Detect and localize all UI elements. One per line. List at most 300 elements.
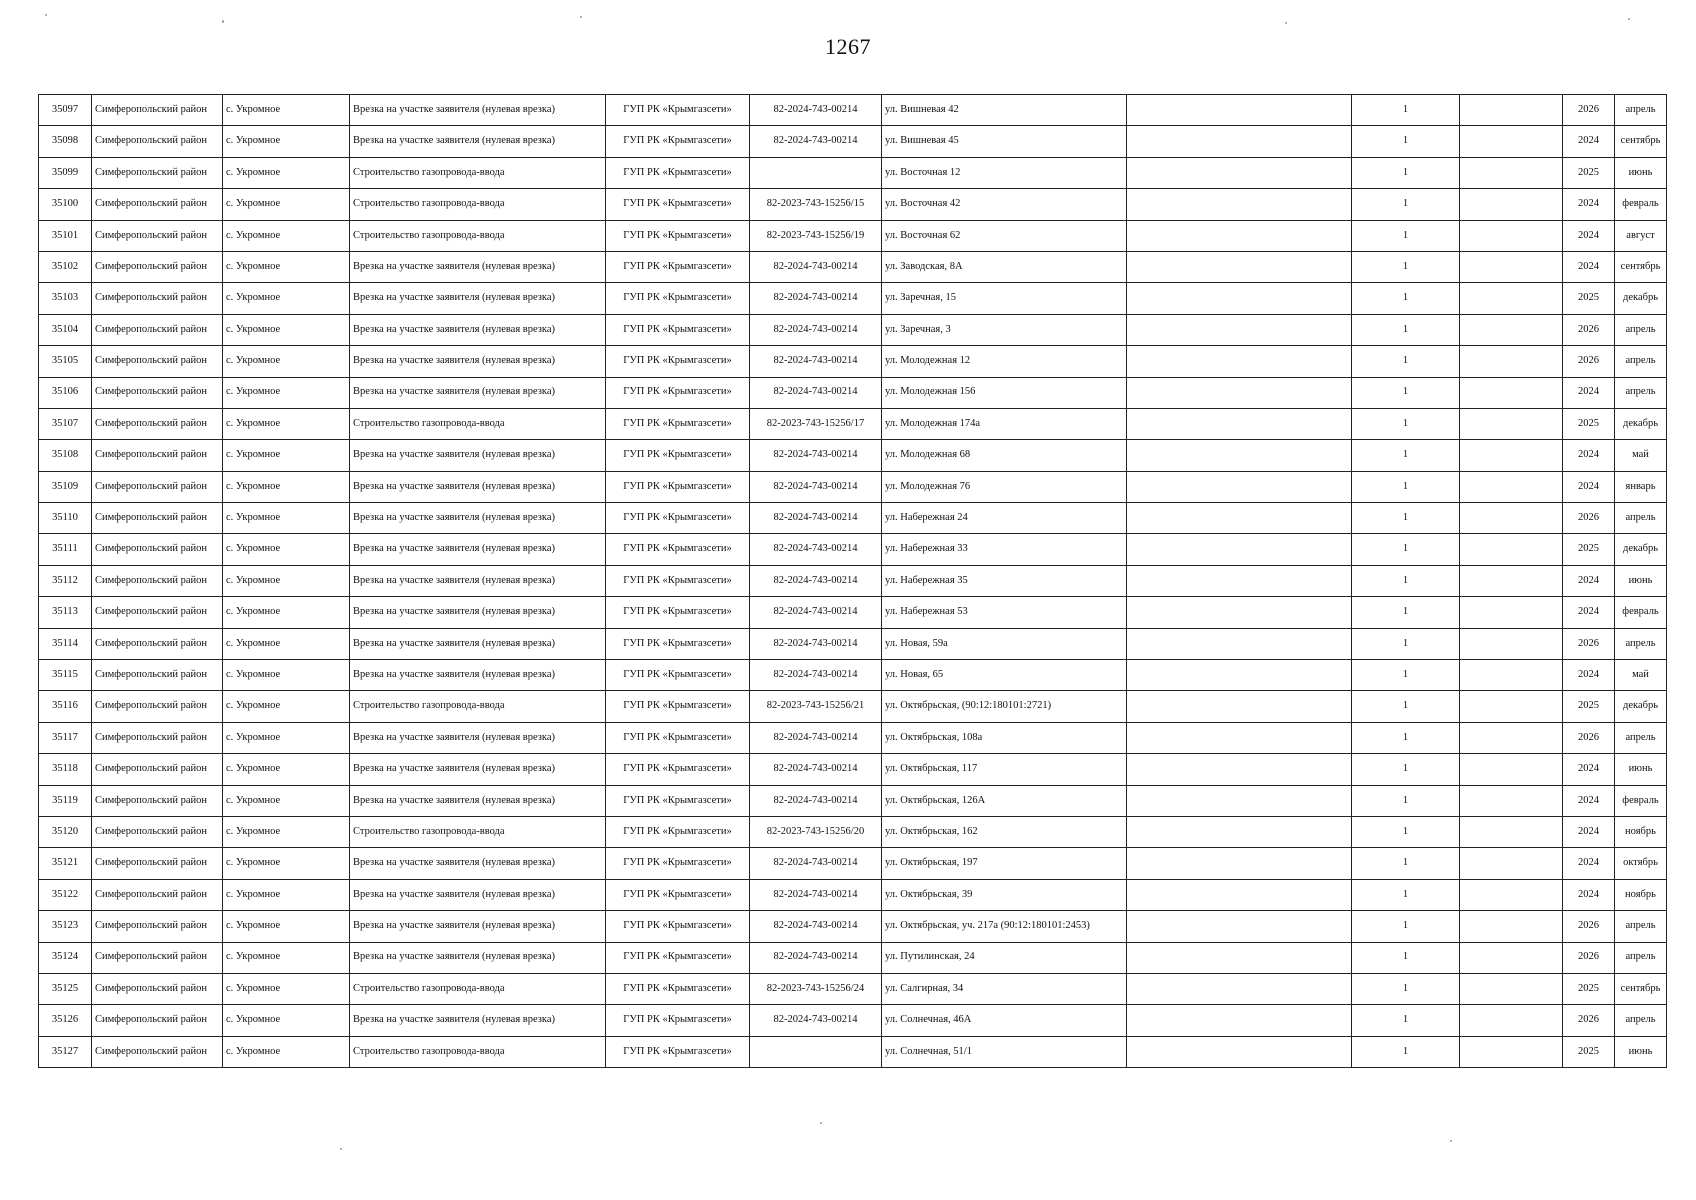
contract-number-cell: 82-2023-743-15256/19 (750, 220, 882, 251)
district-cell: Симферопольский район (92, 1005, 223, 1036)
row-number: 35100 (39, 189, 92, 220)
address-cell: ул. Октябрьская, 39 (882, 879, 1127, 910)
district-cell: Симферопольский район (92, 95, 223, 126)
contract-number-cell: 82-2024-743-00214 (750, 251, 882, 282)
month-cell: сентябрь (1615, 973, 1667, 1004)
organization-cell: ГУП РК «Крымгазсети» (606, 848, 750, 879)
month-cell: декабрь (1615, 534, 1667, 565)
district-cell: Симферопольский район (92, 220, 223, 251)
contract-number-cell: 82-2024-743-00214 (750, 95, 882, 126)
empty-cell (1127, 377, 1352, 408)
row-number: 35123 (39, 911, 92, 942)
settlement-cell: с. Укромное (223, 346, 350, 377)
table-body (39, 95, 1667, 1068)
row-number: 35126 (39, 1005, 92, 1036)
address-cell: ул. Набережная 53 (882, 597, 1127, 628)
district-cell: Симферопольский район (92, 314, 223, 345)
address-cell: ул. Октябрьская, уч. 217а (90:12:180101:2453) (882, 911, 1127, 942)
address-cell: ул. Заречная, 15 (882, 283, 1127, 314)
district-cell: Симферопольский район (92, 565, 223, 596)
settlement-cell: с. Укромное (223, 816, 350, 847)
table-row (39, 157, 1667, 188)
table-row (39, 848, 1667, 879)
row-number: 35109 (39, 471, 92, 502)
work-type-cell: Врезка на участке заявителя (нулевая врезка) (350, 314, 606, 345)
quantity-cell: 1 (1352, 314, 1460, 345)
address-cell: ул. Восточная 42 (882, 189, 1127, 220)
year-cell: 2024 (1563, 785, 1615, 816)
month-cell: май (1615, 660, 1667, 691)
table-row (39, 691, 1667, 722)
empty-cell (1127, 251, 1352, 282)
address-cell: ул. Новая, 65 (882, 660, 1127, 691)
organization-cell: ГУП РК «Крымгазсети» (606, 942, 750, 973)
quantity-cell: 1 (1352, 565, 1460, 596)
organization-cell: ГУП РК «Крымгазсети» (606, 754, 750, 785)
organization-cell: ГУП РК «Крымгазсети» (606, 565, 750, 596)
district-cell: Симферопольский район (92, 126, 223, 157)
quantity-cell: 1 (1352, 848, 1460, 879)
year-cell: 2024 (1563, 471, 1615, 502)
year-cell: 2024 (1563, 126, 1615, 157)
row-number: 35103 (39, 283, 92, 314)
quantity-cell: 1 (1352, 1036, 1460, 1067)
row-number: 35111 (39, 534, 92, 565)
empty-cell (1460, 816, 1563, 847)
table-row (39, 660, 1667, 691)
organization-cell: ГУП РК «Крымгазсети» (606, 597, 750, 628)
district-cell: Симферопольский район (92, 283, 223, 314)
year-cell: 2026 (1563, 314, 1615, 345)
work-type-cell: Строительство газопровода-ввода (350, 1036, 606, 1067)
empty-cell (1460, 346, 1563, 377)
scan-speck (1628, 18, 1630, 20)
address-cell: ул. Набережная 33 (882, 534, 1127, 565)
month-cell: февраль (1615, 785, 1667, 816)
work-type-cell: Врезка на участке заявителя (нулевая врезка) (350, 503, 606, 534)
quantity-cell: 1 (1352, 408, 1460, 439)
empty-cell (1460, 660, 1563, 691)
empty-cell (1127, 189, 1352, 220)
scan-speck (820, 1122, 822, 1124)
address-cell: ул. Октябрьская, 117 (882, 754, 1127, 785)
district-cell: Симферопольский район (92, 189, 223, 220)
quantity-cell: 1 (1352, 126, 1460, 157)
work-type-cell: Врезка на участке заявителя (нулевая врезка) (350, 565, 606, 596)
empty-cell (1127, 126, 1352, 157)
table-row (39, 377, 1667, 408)
empty-cell (1460, 408, 1563, 439)
year-cell: 2026 (1563, 911, 1615, 942)
work-type-cell: Врезка на участке заявителя (нулевая врезка) (350, 660, 606, 691)
organization-cell: ГУП РК «Крымгазсети» (606, 879, 750, 910)
empty-cell (1127, 597, 1352, 628)
work-type-cell: Врезка на участке заявителя (нулевая врезка) (350, 942, 606, 973)
row-number: 35125 (39, 973, 92, 1004)
district-cell: Симферопольский район (92, 157, 223, 188)
empty-cell (1127, 660, 1352, 691)
quantity-cell: 1 (1352, 189, 1460, 220)
district-cell: Симферопольский район (92, 722, 223, 753)
organization-cell: ГУП РК «Крымгазсети» (606, 1036, 750, 1067)
year-cell: 2025 (1563, 157, 1615, 188)
address-cell: ул. Октябрьская, 126А (882, 785, 1127, 816)
organization-cell: ГУП РК «Крымгазсети» (606, 1005, 750, 1036)
address-cell: ул. Октябрьская, 197 (882, 848, 1127, 879)
work-type-cell: Строительство газопровода-ввода (350, 816, 606, 847)
table-row (39, 754, 1667, 785)
settlement-cell: с. Укромное (223, 785, 350, 816)
empty-cell (1127, 220, 1352, 251)
quantity-cell: 1 (1352, 283, 1460, 314)
empty-cell (1460, 126, 1563, 157)
district-cell: Симферопольский район (92, 879, 223, 910)
quantity-cell: 1 (1352, 95, 1460, 126)
table-row (39, 471, 1667, 502)
quantity-cell: 1 (1352, 785, 1460, 816)
gas-connection-register-table (38, 94, 1667, 1068)
settlement-cell: с. Укромное (223, 911, 350, 942)
organization-cell: ГУП РК «Крымгазсети» (606, 911, 750, 942)
contract-number-cell: 82-2024-743-00214 (750, 628, 882, 659)
contract-number-cell: 82-2024-743-00214 (750, 377, 882, 408)
work-type-cell: Врезка на участке заявителя (нулевая врезка) (350, 911, 606, 942)
contract-number-cell: 82-2024-743-00214 (750, 722, 882, 753)
organization-cell: ГУП РК «Крымгазсети» (606, 157, 750, 188)
row-number: 35120 (39, 816, 92, 847)
row-number: 35102 (39, 251, 92, 282)
row-number: 35117 (39, 722, 92, 753)
address-cell: ул. Вишневая 42 (882, 95, 1127, 126)
empty-cell (1460, 785, 1563, 816)
quantity-cell: 1 (1352, 157, 1460, 188)
row-number: 35121 (39, 848, 92, 879)
organization-cell: ГУП РК «Крымгазсети» (606, 691, 750, 722)
row-number: 35113 (39, 597, 92, 628)
empty-cell (1127, 95, 1352, 126)
settlement-cell: с. Укромное (223, 691, 350, 722)
month-cell: ноябрь (1615, 816, 1667, 847)
quantity-cell: 1 (1352, 722, 1460, 753)
table-row (39, 220, 1667, 251)
empty-cell (1127, 942, 1352, 973)
settlement-cell: с. Укромное (223, 95, 350, 126)
settlement-cell: с. Укромное (223, 471, 350, 502)
district-cell: Симферопольский район (92, 691, 223, 722)
contract-number-cell: 82-2023-743-15256/17 (750, 408, 882, 439)
address-cell: ул. Молодежная 174а (882, 408, 1127, 439)
settlement-cell: с. Укромное (223, 157, 350, 188)
empty-cell (1460, 1005, 1563, 1036)
empty-cell (1127, 973, 1352, 1004)
table-row (39, 785, 1667, 816)
row-number: 35127 (39, 1036, 92, 1067)
contract-number-cell: 82-2024-743-00214 (750, 1005, 882, 1036)
quantity-cell: 1 (1352, 973, 1460, 1004)
month-cell: декабрь (1615, 691, 1667, 722)
month-cell: июнь (1615, 565, 1667, 596)
settlement-cell: с. Укромное (223, 534, 350, 565)
quantity-cell: 1 (1352, 597, 1460, 628)
empty-cell (1127, 1036, 1352, 1067)
row-number: 35106 (39, 377, 92, 408)
month-cell: апрель (1615, 628, 1667, 659)
district-cell: Симферопольский район (92, 816, 223, 847)
empty-cell (1460, 377, 1563, 408)
row-number: 35115 (39, 660, 92, 691)
work-type-cell: Врезка на участке заявителя (нулевая врезка) (350, 534, 606, 565)
empty-cell (1460, 754, 1563, 785)
contract-number-cell (750, 1036, 882, 1067)
empty-cell (1460, 251, 1563, 282)
table-row (39, 879, 1667, 910)
table-row (39, 628, 1667, 659)
quantity-cell: 1 (1352, 691, 1460, 722)
table-row (39, 251, 1667, 282)
month-cell: июнь (1615, 157, 1667, 188)
address-cell: ул. Салгирная, 34 (882, 973, 1127, 1004)
table-row (39, 911, 1667, 942)
district-cell: Симферопольский район (92, 471, 223, 502)
settlement-cell: с. Укромное (223, 220, 350, 251)
month-cell: апрель (1615, 346, 1667, 377)
year-cell: 2024 (1563, 377, 1615, 408)
year-cell: 2024 (1563, 754, 1615, 785)
contract-number-cell: 82-2024-743-00214 (750, 471, 882, 502)
empty-cell (1460, 471, 1563, 502)
organization-cell: ГУП РК «Крымгазсети» (606, 314, 750, 345)
settlement-cell: с. Укромное (223, 660, 350, 691)
empty-cell (1127, 1005, 1352, 1036)
organization-cell: ГУП РК «Крымгазсети» (606, 660, 750, 691)
year-cell: 2025 (1563, 691, 1615, 722)
empty-cell (1460, 628, 1563, 659)
work-type-cell: Врезка на участке заявителя (нулевая врезка) (350, 377, 606, 408)
empty-cell (1127, 440, 1352, 471)
row-number: 35105 (39, 346, 92, 377)
settlement-cell: с. Укромное (223, 942, 350, 973)
month-cell: октябрь (1615, 848, 1667, 879)
work-type-cell: Строительство газопровода-ввода (350, 157, 606, 188)
organization-cell: ГУП РК «Крымгазсети» (606, 973, 750, 1004)
month-cell: август (1615, 220, 1667, 251)
contract-number-cell: 82-2023-743-15256/20 (750, 816, 882, 847)
district-cell: Симферопольский район (92, 503, 223, 534)
work-type-cell: Врезка на участке заявителя (нулевая врезка) (350, 879, 606, 910)
quantity-cell: 1 (1352, 1005, 1460, 1036)
settlement-cell: с. Укромное (223, 973, 350, 1004)
work-type-cell: Врезка на участке заявителя (нулевая врезка) (350, 126, 606, 157)
organization-cell: ГУП РК «Крымгазсети» (606, 408, 750, 439)
contract-number-cell: 82-2024-743-00214 (750, 534, 882, 565)
year-cell: 2024 (1563, 565, 1615, 596)
settlement-cell: с. Укромное (223, 1036, 350, 1067)
work-type-cell: Врезка на участке заявителя (нулевая врезка) (350, 785, 606, 816)
organization-cell: ГУП РК «Крымгазсети» (606, 534, 750, 565)
organization-cell: ГУП РК «Крымгазсети» (606, 785, 750, 816)
empty-cell (1460, 722, 1563, 753)
empty-cell (1460, 534, 1563, 565)
work-type-cell: Врезка на участке заявителя (нулевая врезка) (350, 283, 606, 314)
contract-number-cell: 82-2023-743-15256/21 (750, 691, 882, 722)
empty-cell (1460, 597, 1563, 628)
year-cell: 2026 (1563, 503, 1615, 534)
contract-number-cell: 82-2024-743-00214 (750, 126, 882, 157)
month-cell: сентябрь (1615, 126, 1667, 157)
address-cell: ул. Набережная 35 (882, 565, 1127, 596)
table-row (39, 189, 1667, 220)
table-row (39, 314, 1667, 345)
work-type-cell: Врезка на участке заявителя (нулевая врезка) (350, 754, 606, 785)
month-cell: апрель (1615, 1005, 1667, 1036)
contract-number-cell: 82-2024-743-00214 (750, 754, 882, 785)
work-type-cell: Врезка на участке заявителя (нулевая врезка) (350, 628, 606, 659)
empty-cell (1127, 754, 1352, 785)
year-cell: 2025 (1563, 1036, 1615, 1067)
work-type-cell: Врезка на участке заявителя (нулевая врезка) (350, 1005, 606, 1036)
organization-cell: ГУП РК «Крымгазсети» (606, 346, 750, 377)
district-cell: Симферопольский район (92, 251, 223, 282)
address-cell: ул. Молодежная 68 (882, 440, 1127, 471)
work-type-cell: Врезка на участке заявителя (нулевая врезка) (350, 597, 606, 628)
year-cell: 2024 (1563, 848, 1615, 879)
address-cell: ул. Заводская, 8А (882, 251, 1127, 282)
year-cell: 2026 (1563, 95, 1615, 126)
table-row (39, 408, 1667, 439)
contract-number-cell: 82-2024-743-00214 (750, 942, 882, 973)
empty-cell (1460, 691, 1563, 722)
year-cell: 2025 (1563, 283, 1615, 314)
settlement-cell: с. Укромное (223, 126, 350, 157)
year-cell: 2024 (1563, 251, 1615, 282)
work-type-cell: Врезка на участке заявителя (нулевая врезка) (350, 251, 606, 282)
settlement-cell: с. Укромное (223, 189, 350, 220)
district-cell: Симферопольский район (92, 848, 223, 879)
year-cell: 2026 (1563, 628, 1615, 659)
organization-cell: ГУП РК «Крымгазсети» (606, 251, 750, 282)
district-cell: Симферопольский район (92, 408, 223, 439)
address-cell: ул. Молодежная 156 (882, 377, 1127, 408)
year-cell: 2026 (1563, 722, 1615, 753)
empty-cell (1460, 942, 1563, 973)
quantity-cell: 1 (1352, 346, 1460, 377)
empty-cell (1460, 1036, 1563, 1067)
contract-number-cell: 82-2024-743-00214 (750, 848, 882, 879)
settlement-cell: с. Укромное (223, 503, 350, 534)
contract-number-cell: 82-2023-743-15256/24 (750, 973, 882, 1004)
empty-cell (1460, 503, 1563, 534)
empty-cell (1460, 220, 1563, 251)
scan-speck (580, 16, 582, 18)
quantity-cell: 1 (1352, 754, 1460, 785)
month-cell: апрель (1615, 942, 1667, 973)
empty-cell (1460, 157, 1563, 188)
district-cell: Симферопольский район (92, 942, 223, 973)
organization-cell: ГУП РК «Крымгазсети» (606, 126, 750, 157)
district-cell: Симферопольский район (92, 973, 223, 1004)
work-type-cell: Врезка на участке заявителя (нулевая врезка) (350, 848, 606, 879)
settlement-cell: с. Укромное (223, 848, 350, 879)
table-row (39, 440, 1667, 471)
month-cell: апрель (1615, 314, 1667, 345)
empty-cell (1127, 283, 1352, 314)
month-cell: сентябрь (1615, 251, 1667, 282)
organization-cell: ГУП РК «Крымгазсети» (606, 283, 750, 314)
contract-number-cell: 82-2024-743-00214 (750, 283, 882, 314)
settlement-cell: с. Укромное (223, 722, 350, 753)
year-cell: 2025 (1563, 408, 1615, 439)
month-cell: апрель (1615, 377, 1667, 408)
year-cell: 2026 (1563, 1005, 1615, 1036)
quantity-cell: 1 (1352, 471, 1460, 502)
contract-number-cell: 82-2024-743-00214 (750, 503, 882, 534)
organization-cell: ГУП РК «Крымгазсети» (606, 95, 750, 126)
organization-cell: ГУП РК «Крымгазсети» (606, 440, 750, 471)
contract-number-cell: 82-2023-743-15256/15 (750, 189, 882, 220)
address-cell: ул. Восточная 12 (882, 157, 1127, 188)
empty-cell (1127, 785, 1352, 816)
quantity-cell: 1 (1352, 377, 1460, 408)
organization-cell: ГУП РК «Крымгазсети» (606, 377, 750, 408)
row-number: 35124 (39, 942, 92, 973)
year-cell: 2024 (1563, 440, 1615, 471)
address-cell: ул. Заречная, 3 (882, 314, 1127, 345)
row-number: 35119 (39, 785, 92, 816)
month-cell: апрель (1615, 95, 1667, 126)
table-row (39, 534, 1667, 565)
year-cell: 2024 (1563, 879, 1615, 910)
address-cell: ул. Солнечная, 51/1 (882, 1036, 1127, 1067)
month-cell: ноябрь (1615, 879, 1667, 910)
district-cell: Симферопольский район (92, 785, 223, 816)
settlement-cell: с. Укромное (223, 754, 350, 785)
address-cell: ул. Солнечная, 46А (882, 1005, 1127, 1036)
address-cell: ул. Путилинская, 24 (882, 942, 1127, 973)
settlement-cell: с. Укромное (223, 440, 350, 471)
month-cell: апрель (1615, 503, 1667, 534)
contract-number-cell: 82-2024-743-00214 (750, 879, 882, 910)
row-number: 35112 (39, 565, 92, 596)
scan-speck (1285, 22, 1287, 24)
scan-speck (1450, 1140, 1452, 1142)
organization-cell: ГУП РК «Крымгазсети» (606, 220, 750, 251)
district-cell: Симферопольский район (92, 440, 223, 471)
district-cell: Симферопольский район (92, 628, 223, 659)
empty-cell (1460, 314, 1563, 345)
organization-cell: ГУП РК «Крымгазсети» (606, 503, 750, 534)
district-cell: Симферопольский район (92, 597, 223, 628)
empty-cell (1460, 911, 1563, 942)
work-type-cell: Строительство газопровода-ввода (350, 408, 606, 439)
empty-cell (1127, 628, 1352, 659)
contract-number-cell: 82-2024-743-00214 (750, 440, 882, 471)
row-number: 35108 (39, 440, 92, 471)
year-cell: 2024 (1563, 220, 1615, 251)
year-cell: 2024 (1563, 816, 1615, 847)
district-cell: Симферопольский район (92, 660, 223, 691)
year-cell: 2024 (1563, 597, 1615, 628)
row-number: 35104 (39, 314, 92, 345)
row-number: 35118 (39, 754, 92, 785)
organization-cell: ГУП РК «Крымгазсети» (606, 628, 750, 659)
quantity-cell: 1 (1352, 628, 1460, 659)
quantity-cell: 1 (1352, 879, 1460, 910)
contract-number-cell: 82-2024-743-00214 (750, 565, 882, 596)
quantity-cell: 1 (1352, 660, 1460, 691)
quantity-cell: 1 (1352, 816, 1460, 847)
work-type-cell: Строительство газопровода-ввода (350, 189, 606, 220)
empty-cell (1460, 848, 1563, 879)
